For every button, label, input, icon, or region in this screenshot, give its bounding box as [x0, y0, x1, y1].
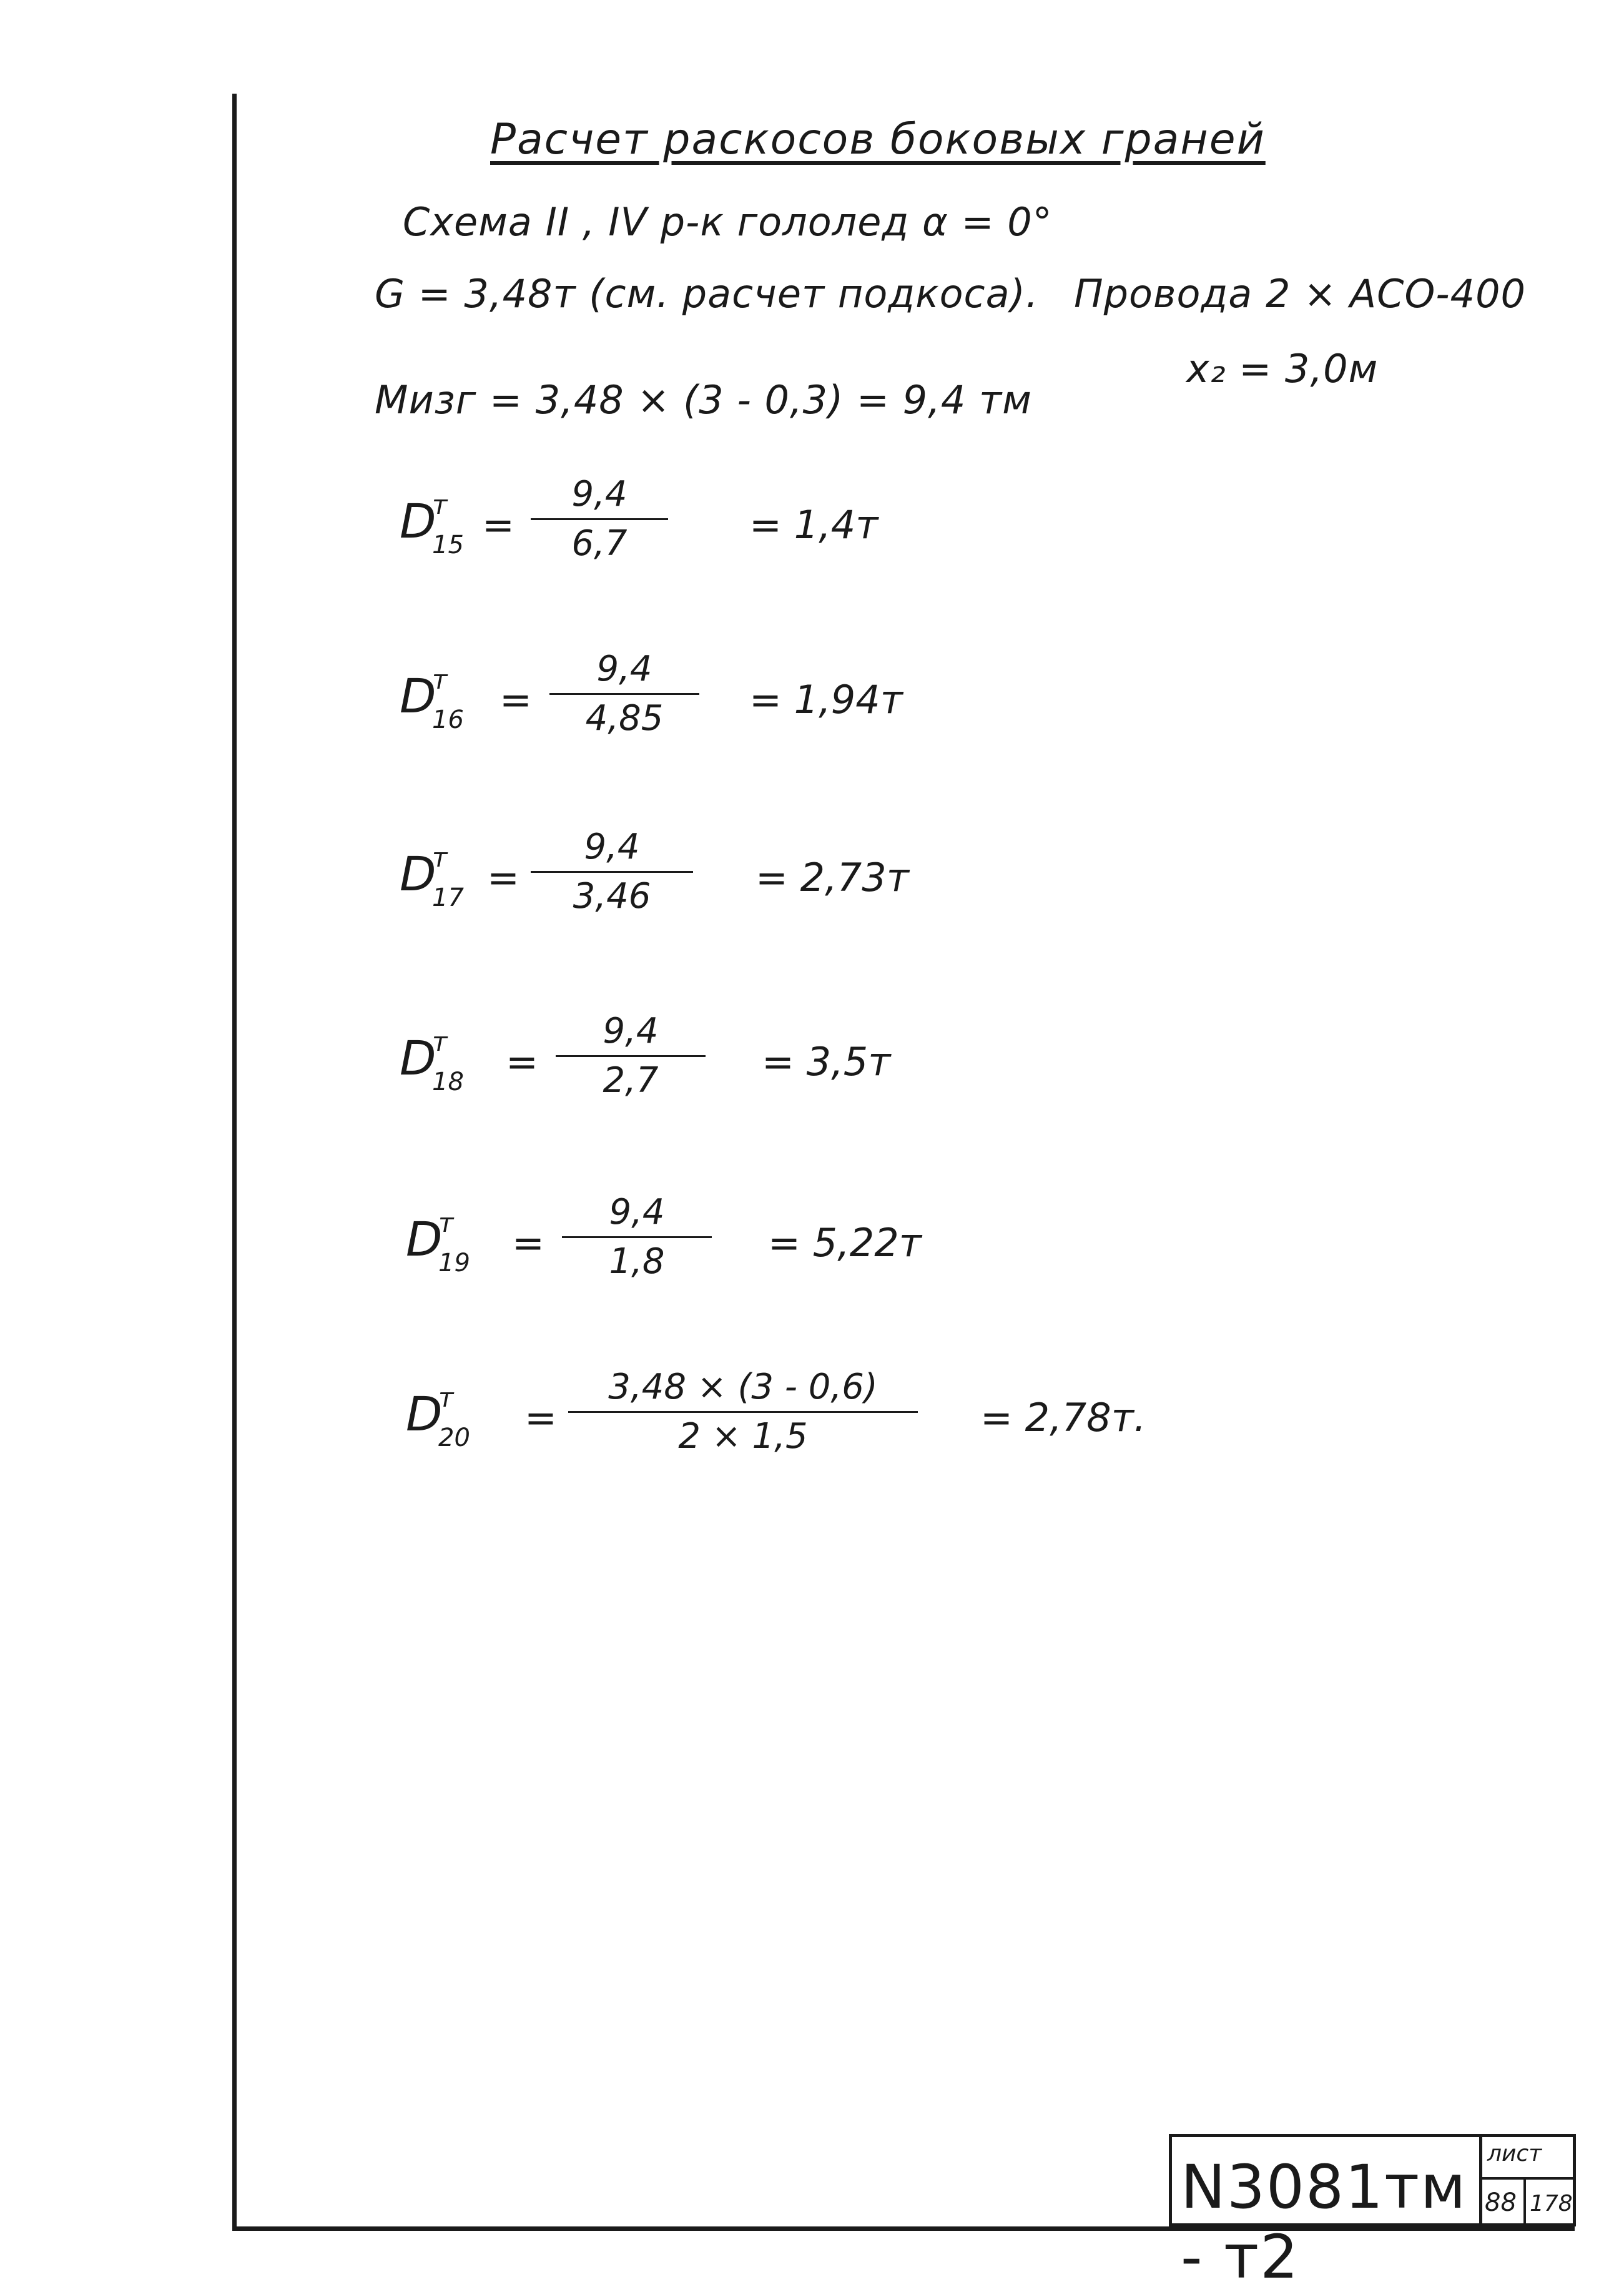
formula-equals: =: [487, 855, 519, 900]
formula-sup: т: [432, 489, 448, 520]
formula-equals: =: [506, 1039, 538, 1085]
formula-result: = 1,94т: [749, 677, 903, 722]
formula-symbol: D: [406, 1211, 443, 1267]
fraction-bar: [562, 1236, 712, 1238]
formula-fraction: [531, 474, 668, 564]
formula-sub: 15: [432, 531, 464, 559]
formula-equals: =: [500, 677, 532, 722]
formula-d20: [406, 1367, 1218, 1511]
formula-d16: [400, 649, 962, 780]
frame-left-border: [232, 94, 237, 2229]
formula-fraction: [531, 827, 693, 917]
formula-symbol: D: [400, 668, 436, 724]
fraction-bar: [556, 1055, 706, 1057]
formula-symbol: D: [400, 846, 436, 902]
formula-fraction: [562, 1192, 712, 1282]
formula-result: = 5,22т: [768, 1220, 922, 1266]
sheet-divider-vertical: [1523, 2177, 1526, 2227]
formula-denominator: 6,7: [571, 523, 627, 564]
load-line: G = 3,48т (см. расчет подкоса).: [375, 271, 1039, 317]
formula-equals: =: [482, 502, 514, 548]
formula-sup: т: [438, 1207, 454, 1238]
title-block-stamp: [1169, 2134, 1576, 2292]
formula-numerator: 9,4: [603, 1011, 659, 1051]
formula-sub: 18: [432, 1068, 464, 1096]
scheme-line: Схема II , IV р-к гололед α = 0°: [403, 199, 1053, 245]
sheet-box: [1481, 2134, 1576, 2226]
formula-sup: т: [438, 1382, 454, 1413]
formula-sub: 16: [432, 706, 464, 734]
formula-d19: [406, 1192, 968, 1324]
formula-numerator: 9,4: [584, 827, 640, 867]
fraction-bar: [531, 518, 668, 520]
formula-result: = 2,78т.: [980, 1395, 1146, 1440]
x-distance: x₂ = 3,0м: [1186, 346, 1379, 391]
formula-result: = 3,5т: [762, 1039, 891, 1085]
formula-fraction: [568, 1367, 918, 1457]
doc-number-box: [1169, 2134, 1482, 2292]
formula-denominator: 3,46: [573, 876, 651, 917]
sheet-divider: [1481, 2177, 1573, 2180]
fraction-bar: [568, 1411, 918, 1413]
formula-sup: т: [432, 1026, 448, 1057]
formula-equals: =: [512, 1220, 544, 1266]
formula-numerator: 9,4: [571, 474, 627, 514]
formula-sub: 20: [438, 1424, 470, 1452]
formula-symbol: D: [400, 493, 436, 549]
formula-denominator: 4,85: [585, 698, 664, 739]
wires-line: Провода 2 × АСО-400: [1074, 271, 1526, 317]
formula-sup: т: [432, 664, 448, 695]
formula-sub: 17: [432, 883, 464, 912]
formula-d18: [400, 1011, 962, 1143]
formula-equals: =: [524, 1395, 557, 1440]
formula-sub: 19: [438, 1249, 470, 1277]
page-title: Расчет раскосов боковых граней: [490, 115, 1266, 164]
sheet-total: 178: [1530, 2191, 1573, 2216]
formula-numerator: 9,4: [609, 1192, 665, 1232]
doc-number: N3081тм - т2: [1181, 2152, 1467, 2292]
formula-d17: [400, 827, 962, 958]
bending-moment-line: Mизг = 3,48 × (3 - 0,3) = 9,4 тм: [375, 377, 1032, 423]
formula-denominator: 2 × 1,5: [678, 1416, 808, 1457]
formula-result: = 1,4т: [749, 502, 878, 548]
sheet-number: 88: [1485, 2188, 1517, 2217]
fraction-bar: [531, 871, 693, 873]
formula-symbol: D: [400, 1030, 436, 1086]
formula-fraction: [549, 649, 699, 739]
formula-d15: [400, 474, 962, 606]
formula-symbol: D: [406, 1386, 443, 1442]
formula-denominator: 1,8: [609, 1241, 665, 1282]
formula-fraction: [556, 1011, 706, 1101]
sheet-label: лист: [1487, 2141, 1542, 2167]
formula-denominator: 2,7: [603, 1060, 659, 1101]
fraction-bar: [549, 693, 699, 695]
formula-result: = 2,73т: [755, 855, 909, 900]
formula-sup: т: [432, 842, 448, 873]
formula-numerator: 9,4: [596, 649, 652, 689]
formula-numerator: 3,48 × (3 - 0,6): [608, 1367, 878, 1407]
